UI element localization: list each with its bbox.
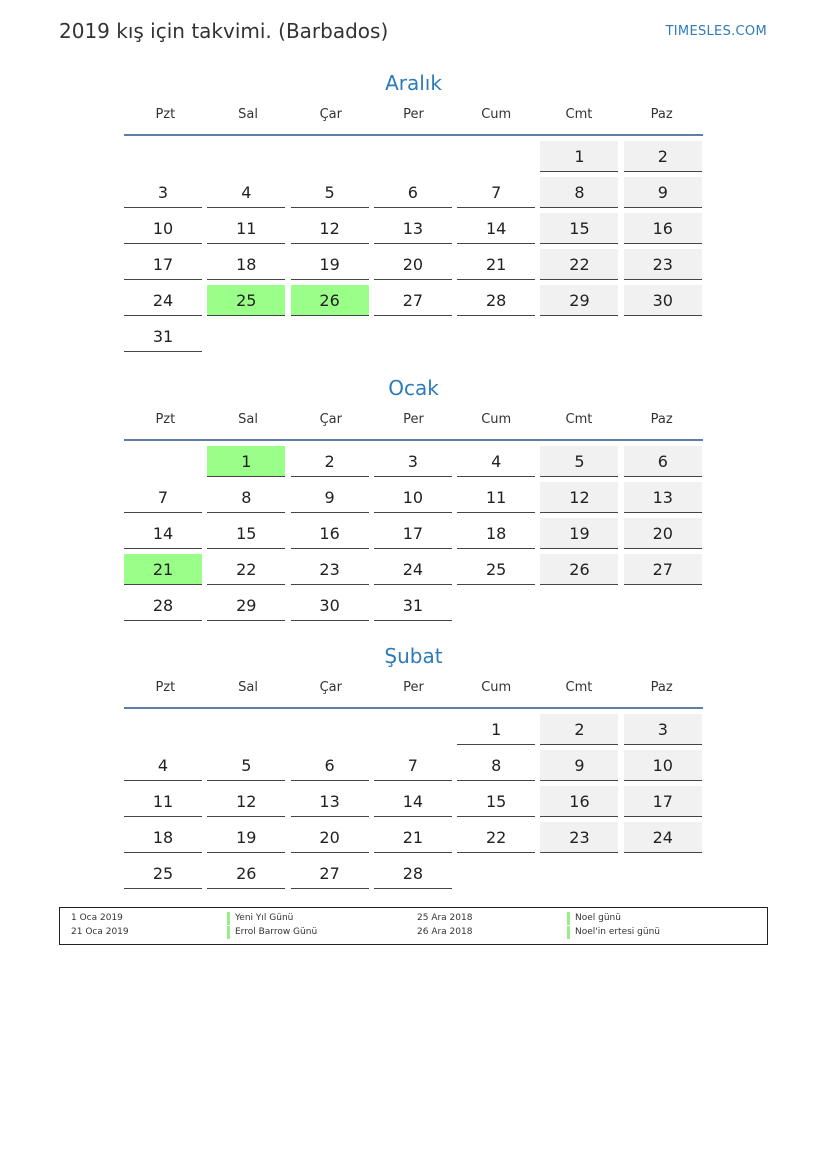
week-row bbox=[124, 482, 703, 518]
week-row bbox=[124, 249, 703, 285]
weekday-label: Cmt bbox=[565, 412, 593, 427]
day-cell[interactable]: 26 bbox=[207, 858, 285, 889]
empty-cell bbox=[540, 321, 618, 352]
day-cell[interactable]: 9 bbox=[540, 750, 618, 781]
weekday-label: Cum bbox=[481, 680, 512, 695]
legend-row bbox=[60, 912, 767, 925]
empty-cell bbox=[540, 858, 618, 889]
day-cell[interactable]: 21 bbox=[374, 822, 452, 853]
day-cell[interactable]: 15 bbox=[207, 518, 285, 549]
day-cell[interactable]: 3 bbox=[374, 446, 452, 477]
day-cell[interactable]: 26 bbox=[540, 554, 618, 585]
weekday-label: Per bbox=[403, 107, 424, 122]
weekday-label: Cmt bbox=[565, 107, 593, 122]
month-title: Şubat bbox=[384, 644, 443, 668]
day-cell-holiday[interactable]: 1 bbox=[207, 446, 285, 477]
day-cell[interactable]: 13 bbox=[374, 213, 452, 244]
legend-date: 21 Oca 2019 bbox=[71, 927, 129, 937]
empty-cell bbox=[124, 714, 202, 745]
empty-cell bbox=[540, 590, 618, 621]
day-cell[interactable]: 4 bbox=[457, 446, 535, 477]
day-cell[interactable]: 18 bbox=[207, 249, 285, 280]
day-cell[interactable]: 14 bbox=[124, 518, 202, 549]
legend-row bbox=[60, 926, 767, 939]
empty-cell bbox=[207, 321, 285, 352]
week-row bbox=[124, 590, 703, 626]
empty-cell bbox=[624, 858, 702, 889]
day-cell[interactable]: 27 bbox=[374, 285, 452, 316]
day-cell[interactable]: 22 bbox=[207, 554, 285, 585]
week-row bbox=[124, 786, 703, 822]
day-cell[interactable]: 30 bbox=[291, 590, 369, 621]
day-cell[interactable]: 6 bbox=[291, 750, 369, 781]
weekday-label: Pzt bbox=[155, 680, 176, 695]
day-cell[interactable]: 24 bbox=[624, 822, 702, 853]
empty-cell bbox=[624, 321, 702, 352]
day-cell[interactable]: 18 bbox=[124, 822, 202, 853]
day-cell[interactable]: 15 bbox=[540, 213, 618, 244]
day-cell[interactable]: 2 bbox=[291, 446, 369, 477]
day-cell[interactable]: 28 bbox=[457, 285, 535, 316]
legend-holiday-name: Noel'in ertesi günü bbox=[567, 926, 660, 939]
day-cell[interactable]: 31 bbox=[124, 321, 202, 352]
day-cell[interactable]: 7 bbox=[457, 177, 535, 208]
empty-cell bbox=[291, 321, 369, 352]
day-cell[interactable]: 23 bbox=[291, 554, 369, 585]
month-grid bbox=[124, 446, 703, 626]
day-cell[interactable]: 21 bbox=[457, 249, 535, 280]
day-cell[interactable]: 16 bbox=[624, 213, 702, 244]
day-cell[interactable]: 12 bbox=[291, 213, 369, 244]
week-row bbox=[124, 321, 703, 357]
day-cell[interactable]: 29 bbox=[540, 285, 618, 316]
day-cell[interactable]: 28 bbox=[374, 858, 452, 889]
empty-cell bbox=[457, 321, 535, 352]
day-cell[interactable]: 27 bbox=[624, 554, 702, 585]
day-cell[interactable]: 9 bbox=[624, 177, 702, 208]
day-cell[interactable]: 29 bbox=[207, 590, 285, 621]
day-cell[interactable]: 2 bbox=[540, 714, 618, 745]
week-row bbox=[124, 518, 703, 554]
day-cell[interactable]: 17 bbox=[624, 786, 702, 817]
day-cell[interactable]: 10 bbox=[124, 213, 202, 244]
weekday-label: Sal bbox=[238, 107, 258, 122]
day-cell[interactable]: 5 bbox=[207, 750, 285, 781]
day-cell[interactable]: 22 bbox=[540, 249, 618, 280]
empty-cell bbox=[374, 141, 452, 172]
day-cell[interactable]: 25 bbox=[124, 858, 202, 889]
legend-date: 26 Ara 2018 bbox=[417, 927, 473, 937]
day-cell[interactable]: 16 bbox=[291, 518, 369, 549]
day-cell[interactable]: 24 bbox=[124, 285, 202, 316]
weekday-label: Per bbox=[403, 412, 424, 427]
day-cell[interactable]: 17 bbox=[374, 518, 452, 549]
weekday-label: Paz bbox=[650, 680, 673, 695]
empty-cell bbox=[374, 321, 452, 352]
day-cell[interactable]: 8 bbox=[457, 750, 535, 781]
weekday-label: Çar bbox=[319, 680, 342, 695]
month-title: Aralık bbox=[385, 71, 442, 95]
empty-cell bbox=[124, 446, 202, 477]
page-title: 2019 kış için takvimi. (Barbados) bbox=[59, 19, 389, 43]
week-row bbox=[124, 714, 703, 750]
day-cell[interactable]: 7 bbox=[124, 482, 202, 513]
day-cell[interactable]: 12 bbox=[540, 482, 618, 513]
weekday-label: Çar bbox=[319, 412, 342, 427]
weekday-label: Cum bbox=[481, 412, 512, 427]
month-january bbox=[124, 374, 703, 626]
legend-date: 1 Oca 2019 bbox=[71, 913, 123, 923]
day-cell[interactable]: 14 bbox=[374, 786, 452, 817]
day-cell[interactable]: 20 bbox=[291, 822, 369, 853]
day-cell[interactable]: 10 bbox=[624, 750, 702, 781]
day-cell[interactable]: 23 bbox=[624, 249, 702, 280]
day-cell[interactable]: 19 bbox=[540, 518, 618, 549]
day-cell[interactable]: 5 bbox=[291, 177, 369, 208]
week-row bbox=[124, 750, 703, 786]
day-cell[interactable]: 8 bbox=[207, 482, 285, 513]
day-cell[interactable]: 1 bbox=[540, 141, 618, 172]
day-cell[interactable]: 22 bbox=[457, 822, 535, 853]
weekday-label: Per bbox=[403, 680, 424, 695]
empty-cell bbox=[457, 141, 535, 172]
day-cell[interactable]: 4 bbox=[207, 177, 285, 208]
day-cell[interactable]: 20 bbox=[374, 249, 452, 280]
empty-cell bbox=[624, 590, 702, 621]
day-cell[interactable]: 25 bbox=[457, 554, 535, 585]
week-row bbox=[124, 141, 703, 177]
day-cell[interactable]: 14 bbox=[457, 213, 535, 244]
brand-logo[interactable]: TIMESLES.COM bbox=[665, 24, 767, 39]
day-cell-holiday[interactable]: 21 bbox=[124, 554, 202, 585]
empty-cell bbox=[124, 141, 202, 172]
day-cell[interactable]: 1 bbox=[457, 714, 535, 745]
day-cell[interactable]: 9 bbox=[291, 482, 369, 513]
weekday-label: Paz bbox=[650, 107, 673, 122]
day-cell-holiday[interactable]: 26 bbox=[291, 285, 369, 316]
weekday-label: Paz bbox=[650, 412, 673, 427]
day-cell[interactable]: 27 bbox=[291, 858, 369, 889]
day-cell[interactable]: 17 bbox=[124, 249, 202, 280]
day-cell[interactable]: 13 bbox=[624, 482, 702, 513]
day-cell[interactable]: 4 bbox=[124, 750, 202, 781]
empty-cell bbox=[374, 714, 452, 745]
day-cell[interactable]: 18 bbox=[457, 518, 535, 549]
week-row bbox=[124, 213, 703, 249]
weekday-label: Pzt bbox=[155, 412, 176, 427]
month-february bbox=[124, 642, 703, 894]
day-cell[interactable]: 28 bbox=[124, 590, 202, 621]
month-title: Ocak bbox=[388, 376, 439, 400]
holiday-legend bbox=[59, 907, 768, 945]
day-cell[interactable]: 15 bbox=[457, 786, 535, 817]
day-cell[interactable]: 16 bbox=[540, 786, 618, 817]
day-cell[interactable]: 12 bbox=[207, 786, 285, 817]
month-december bbox=[124, 69, 703, 357]
empty-cell bbox=[291, 141, 369, 172]
weekday-label: Çar bbox=[319, 107, 342, 122]
day-cell[interactable]: 11 bbox=[207, 213, 285, 244]
legend-holiday-name: Yeni Yıl Günü bbox=[227, 912, 293, 925]
day-cell[interactable]: 11 bbox=[457, 482, 535, 513]
weekday-label: Sal bbox=[238, 412, 258, 427]
day-cell-holiday[interactable]: 25 bbox=[207, 285, 285, 316]
day-cell[interactable]: 19 bbox=[207, 822, 285, 853]
day-cell[interactable]: 11 bbox=[124, 786, 202, 817]
day-cell[interactable]: 6 bbox=[624, 446, 702, 477]
legend-holiday-name: Noel günü bbox=[567, 912, 621, 925]
weekday-header bbox=[124, 105, 703, 136]
weekday-label: Sal bbox=[238, 680, 258, 695]
week-row bbox=[124, 822, 703, 858]
day-cell[interactable]: 2 bbox=[624, 141, 702, 172]
day-cell[interactable]: 8 bbox=[540, 177, 618, 208]
day-cell[interactable]: 3 bbox=[624, 714, 702, 745]
day-cell[interactable]: 5 bbox=[540, 446, 618, 477]
legend-date: 25 Ara 2018 bbox=[417, 913, 473, 923]
month-grid bbox=[124, 141, 703, 357]
week-row bbox=[124, 554, 703, 590]
weekday-label: Cmt bbox=[565, 680, 593, 695]
empty-cell bbox=[457, 858, 535, 889]
day-cell[interactable]: 31 bbox=[374, 590, 452, 621]
week-row bbox=[124, 285, 703, 321]
empty-cell bbox=[207, 141, 285, 172]
day-cell[interactable]: 7 bbox=[374, 750, 452, 781]
weekday-header bbox=[124, 410, 703, 441]
week-row bbox=[124, 446, 703, 482]
day-cell[interactable]: 10 bbox=[374, 482, 452, 513]
day-cell[interactable]: 23 bbox=[540, 822, 618, 853]
day-cell[interactable]: 24 bbox=[374, 554, 452, 585]
day-cell[interactable]: 6 bbox=[374, 177, 452, 208]
empty-cell bbox=[207, 714, 285, 745]
day-cell[interactable]: 19 bbox=[291, 249, 369, 280]
weekday-header bbox=[124, 678, 703, 709]
legend-holiday-name: Errol Barrow Günü bbox=[227, 926, 317, 939]
day-cell[interactable]: 13 bbox=[291, 786, 369, 817]
day-cell[interactable]: 3 bbox=[124, 177, 202, 208]
empty-cell bbox=[457, 590, 535, 621]
week-row bbox=[124, 177, 703, 213]
day-cell[interactable]: 30 bbox=[624, 285, 702, 316]
empty-cell bbox=[291, 714, 369, 745]
day-cell[interactable]: 20 bbox=[624, 518, 702, 549]
month-grid bbox=[124, 714, 703, 894]
weekday-label: Cum bbox=[481, 107, 512, 122]
weekday-label: Pzt bbox=[155, 107, 176, 122]
week-row bbox=[124, 858, 703, 894]
